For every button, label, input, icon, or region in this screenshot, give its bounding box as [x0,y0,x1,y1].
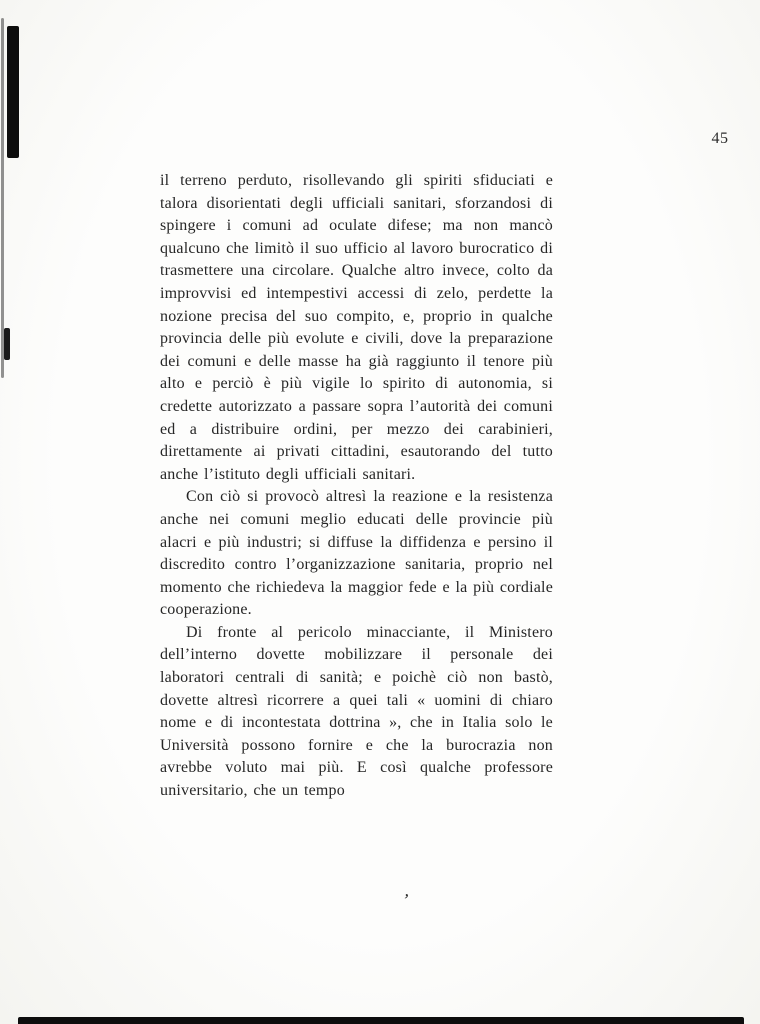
scan-artifact-left-top [7,26,19,158]
paragraph: il terreno perduto, risollevando gli spiriti sfiduciati e talora disorientati degli ufficiali sanitari, sforzandosi di spingere i comuni ad oculate difese; ma non mancò qualcuno che limitò il suo ufficio al lavoro burocratico di trasmettere una circolare. Qualche altro invece, colto da improvvisi ed intempestivi accessi di zelo, perdette la nozione precisa del suo compito, e, proprio in qualche provincia delle più evolute e civili, dove la preparazione dei comuni e delle masse ha già raggiunto il tenore più alto e perciò è più vigile lo spirito di autonomia, si credette autorizzato a passare sopra l’autorità dei comuni ed a distribuire ordini, per mezzo dei carabinieri, direttamente ai privati cittadini, esautorando del tutto anche l’istituto degli ufficiali sanitari. [160,172,553,483]
stray-ink-mark: ’ [401,889,411,911]
page-number: 45 [711,130,729,147]
paragraph: Con ciò si provocò altresì la reazione e la resistenza anche nei comuni meglio educati delle provincie più alacri e più industri; si diffuse la diffidenza e persino il discredito contro l’organizzazione sanitaria, proprio nel momento che richiedeva la maggior fede e la più cordiale cooperazione. [160,488,553,619]
scan-artifact-left-edge [1,18,4,378]
paragraph: Di fronte al pericolo minacciante, il Ministero dell’interno dovette mobilizzare il personale dei laboratori centrali di sanità; e poichè ciò non bastò, dovette altresì ricorrere a quei tali « uomini di chiaro nome e di incontestata dottrina », che in Italia solo le Università possono fornire e che la burocrazia non avrebbe voluto mai più. E così qualche professore universitario, che un tempo [160,623,553,800]
scan-artifact-bottom [18,1017,744,1024]
scan-artifact-left-mid [4,328,10,360]
text-block [160,170,553,803]
